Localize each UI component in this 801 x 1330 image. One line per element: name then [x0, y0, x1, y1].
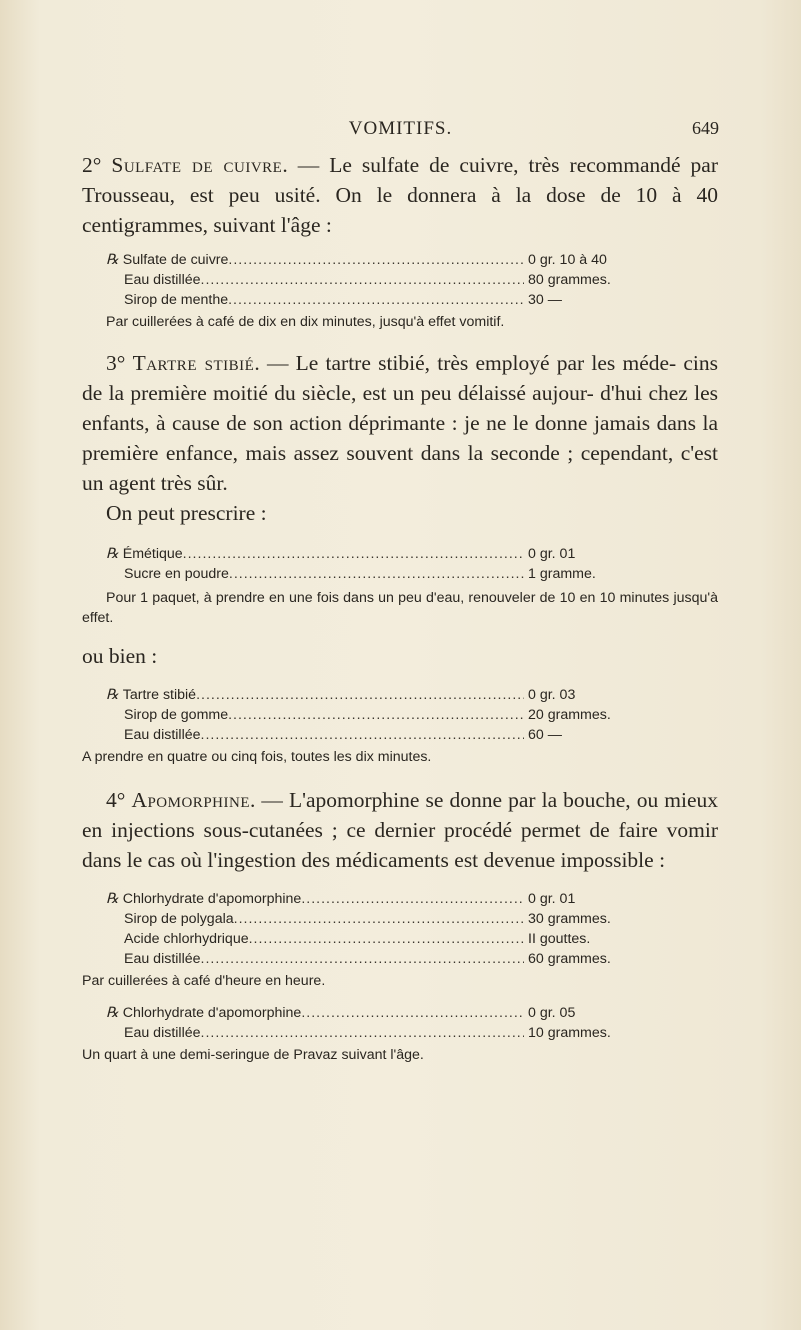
recipe-symbol: ℞ [106, 252, 119, 268]
ingredient-qty: II gouttes. [528, 931, 591, 947]
ingredient-qty: 0 gr. 01 [528, 891, 576, 907]
running-head: VOMITIFS. [348, 118, 453, 139]
section-tartre-paragraph [82, 348, 718, 498]
ingredient-qty: 30 grammes. [528, 911, 611, 927]
page-header [0, 118, 801, 144]
section-title: Sulfate de cuivre [111, 153, 283, 177]
recipe-symbol: ℞ [106, 1005, 119, 1021]
formula-tartre [106, 685, 718, 745]
ingredient-qty: 60 grammes. [528, 951, 611, 967]
instruction-note: A prendre en quatre ou cinq fois, toutes les dix minutes. [82, 749, 432, 765]
section-number: 4° [106, 788, 126, 812]
page-body [82, 150, 718, 1065]
formula-apomorphine-1 [106, 889, 718, 969]
ingredient-row [106, 909, 718, 929]
ingredient-row [106, 290, 718, 310]
page-number: 649 [692, 118, 719, 138]
ingredient-row [106, 889, 718, 909]
section-title: Apomorphine [131, 788, 250, 812]
section-text: . — Le tartre stibié, très employé par les méde- cins de la première moitié du siècle, est un peu délaissé aujour- d'hui chez les enfants, à cause de son action déprimante : je ne le donne jamais dans la première enfance, mais assez souvent dans la seconde ; cependant, c'est un agent très sûr. [82, 351, 719, 495]
ingredient-name: Eau distillée [124, 951, 201, 967]
ingredient-row [106, 929, 718, 949]
section-title: Tartre stibié [132, 351, 255, 375]
ingredient-row [106, 1003, 718, 1023]
ingredient-qty: 1 gramme. [528, 566, 596, 582]
ingredient-qty: 0 gr. 01 [528, 546, 576, 562]
ingredient-qty: 0 gr. 10 à 40 [528, 252, 607, 268]
ingredient-qty: 30 — [528, 292, 562, 308]
section-sulfate-paragraph [82, 150, 718, 240]
ingredient-name: Acide chlorhydrique [124, 931, 249, 947]
instruction-note: Par cuillerées à café de dix en dix minutes, jusqu'à effet vomitif. [106, 314, 505, 330]
ingredient-name: Émétique [122, 546, 183, 562]
prescribe-line: On peut prescrire : [106, 501, 267, 525]
ingredient-row [106, 250, 718, 270]
instruction-note: Un quart à une demi-seringue de Pravaz suivant l'âge. [82, 1047, 424, 1063]
section-text: . — Le sulfate de cuivre, très recommandé par Trousseau, est peu usité. On le donnera à la dose de 10 à 40 centigrammes, suivant l'âge : [82, 153, 718, 237]
recipe-symbol: ℞ [106, 687, 119, 703]
section-number: 3° [106, 351, 126, 375]
ingredient-qty: 0 gr. 05 [528, 1005, 576, 1021]
formula-emetique [106, 544, 718, 584]
ingredient-row [106, 685, 718, 705]
section-number: 2° [82, 153, 102, 177]
formula-sulfate [106, 250, 718, 332]
ingredient-name: Eau distillée [124, 272, 201, 288]
section-text: . — L'apomorphine se donne par la bouche, ou mieux en injections sous-cutanées ; ce dernier procédé permet de faire vomir dans le cas où l'ingestion des médicaments est devenue impossible : [82, 788, 719, 872]
ingredient-name: Sirop de polygala [124, 911, 234, 927]
ingredient-qty: 10 grammes. [528, 1025, 611, 1041]
ingredient-name: Sirop de gomme [124, 707, 229, 723]
ingredient-name: Eau distillée [124, 727, 201, 743]
ingredient-name: Sirop de menthe [124, 292, 229, 308]
ingredient-row [106, 949, 718, 969]
recipe-symbol: ℞ [106, 546, 119, 562]
ingredient-qty: 60 — [528, 727, 562, 743]
or-text: ou bien : [82, 644, 158, 668]
instruction-note: Par cuillerées à café d'heure en heure. [82, 973, 326, 989]
ingredient-row [106, 564, 718, 584]
recipe-symbol: ℞ [106, 891, 119, 907]
instruction-note: Pour 1 paquet, à prendre en une fois dans un peu d'eau, renouveler de 10 en 10 minutes jusqu'à effet. [82, 590, 718, 626]
ingredient-row [106, 725, 718, 745]
section-apomorphine-paragraph [82, 785, 718, 875]
ingredient-name: Sucre en poudre [124, 566, 229, 582]
formula-apomorphine-2 [106, 1003, 718, 1043]
ingredient-row [106, 705, 718, 725]
ingredient-name: Chlorhydrate d'apomorphine [122, 891, 302, 907]
ingredient-qty: 0 gr. 03 [528, 687, 576, 703]
ingredient-row [106, 270, 718, 290]
ingredient-name: Sulfate de cuivre [122, 252, 229, 268]
ingredient-row [106, 544, 718, 564]
ingredient-qty: 20 grammes. [528, 707, 611, 723]
ingredient-row [106, 1023, 718, 1043]
ingredient-name: Tartre stibié [122, 687, 197, 703]
ingredient-name: Chlorhydrate d'apomorphine [122, 1005, 302, 1021]
ingredient-qty: 80 grammes. [528, 272, 611, 288]
ingredient-name: Eau distillée [124, 1025, 201, 1041]
